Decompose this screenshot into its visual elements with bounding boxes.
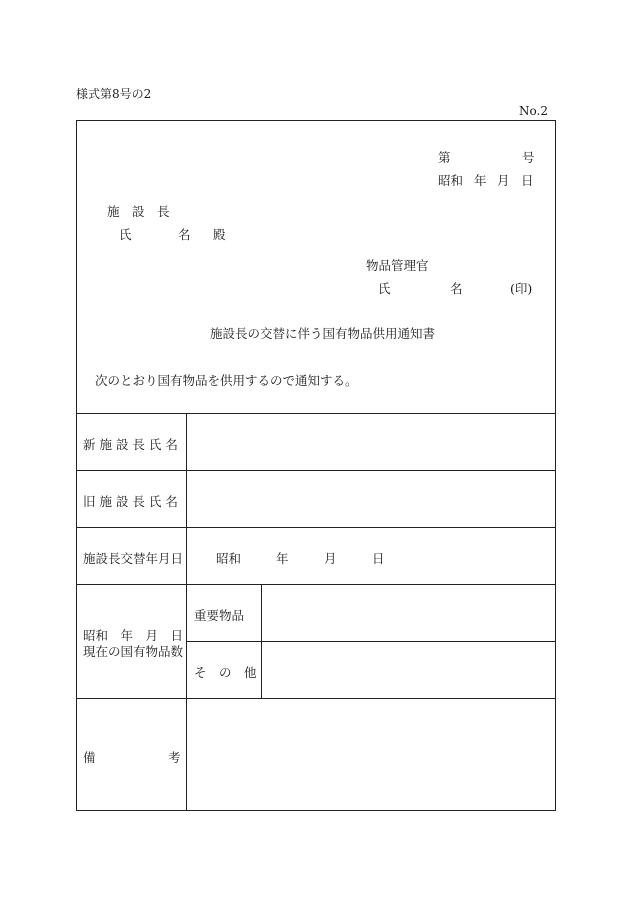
remarks-label-left: 備: [83, 750, 96, 765]
important-items-label: 重要物品: [194, 608, 245, 623]
recipient-honorific: 殿: [213, 227, 226, 242]
row-divider-2: [76, 527, 556, 528]
change-date-month: 月: [324, 551, 337, 566]
row-divider-inventory: [186, 641, 556, 642]
document-number-label: No.2: [519, 104, 548, 118]
row-divider-1: [76, 470, 556, 471]
inventory-subcolumn-divider: [261, 584, 262, 698]
row-divider-4: [76, 698, 556, 699]
seal-mark: (印): [510, 281, 533, 296]
issue-date-month: 月: [497, 173, 510, 188]
issue-date-era: 昭和: [438, 173, 464, 188]
change-date-day: 日: [372, 551, 385, 566]
issue-number-suffix: 号: [522, 150, 535, 165]
recipient-title: 施 設 長: [107, 204, 170, 219]
recipient-name-label-1: 氏: [119, 227, 132, 242]
issue-date-day: 日: [521, 173, 534, 188]
remarks-label-right: 考: [168, 750, 181, 765]
sender-title: 物品管理官: [366, 258, 429, 273]
other-items-label: そ の 他: [194, 665, 257, 680]
change-date-year: 年: [276, 551, 289, 566]
change-date-era: 昭和: [216, 551, 242, 566]
label-column-divider: [186, 413, 187, 811]
old-director-name-label: 旧 施 設 長 氏 名: [83, 494, 178, 509]
form-frame: [76, 120, 556, 811]
issue-date-year: 年: [474, 173, 487, 188]
row-divider-3: [76, 584, 556, 585]
inventory-count-label: 現在の国有物品数: [83, 644, 184, 659]
table-top-divider: [76, 413, 556, 414]
document-title: 施設長の交替に伴う国有物品供用通知書: [210, 326, 436, 341]
director-change-date-label: 施設長交替年月日: [83, 551, 184, 566]
issue-number-prefix: 第: [438, 150, 451, 165]
sender-name-label-2: 名: [450, 281, 463, 296]
recipient-name-label-2: 名: [178, 227, 191, 242]
inventory-date-label: 昭和 年 月 日: [83, 628, 184, 643]
form-id: 様式第8号の2: [76, 87, 152, 101]
sender-name-label-1: 氏: [378, 281, 391, 296]
new-director-name-label: 新 施 設 長 氏 名: [83, 437, 178, 452]
notice-body-text: 次のとおり国有物品を供用するので通知する。: [95, 373, 358, 388]
